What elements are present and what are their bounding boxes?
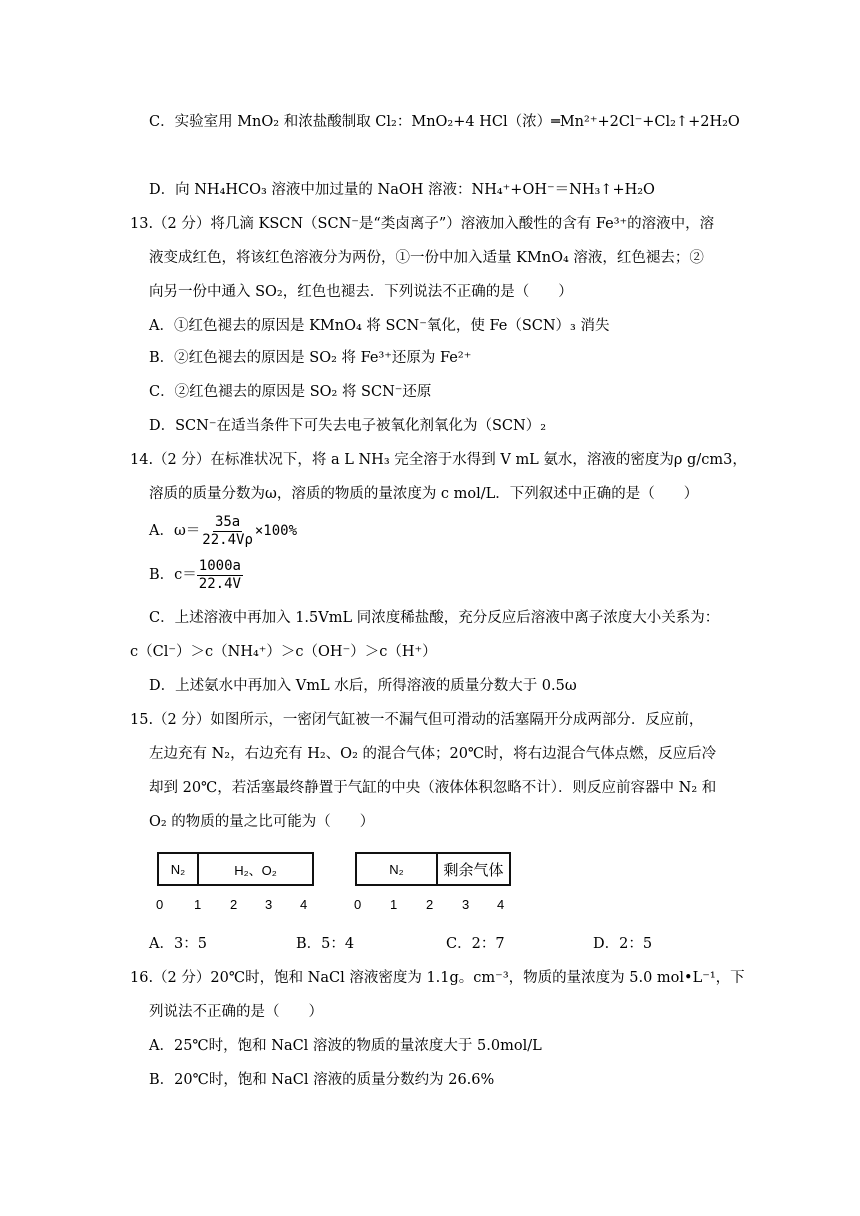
scale-tick: 1 [194, 897, 202, 912]
q14-option-a [149, 513, 297, 549]
q13-option-a: A．①红色褪去的原因是 KMnO₄ 将 SCN⁻氧化，使 Fe（SCN）₃ 消失 [149, 318, 610, 334]
q14-option-a-fraction [200, 514, 255, 549]
q16-stem-line2: 列说法不正确的是（ ） [149, 1004, 323, 1020]
q15-stem-line2: 左边充有 N₂，右边充有 H₂、O₂ 的混合气体；20℃时，将右边混合气体点燃，反应后冷 [149, 746, 717, 762]
cylinder-before [157, 852, 314, 886]
q14-option-b-label: B．c＝ [149, 567, 197, 583]
scale-tick: 2 [426, 897, 434, 912]
q14-option-b-fraction [197, 558, 243, 593]
cylinder-left-gas-label: N₂ [170, 861, 186, 877]
scale-tick: 3 [462, 897, 470, 912]
cylinder-left-gas-label: N₂ [389, 861, 404, 877]
scale-tick: 3 [265, 897, 273, 912]
q15-option-c: C．2：7 [446, 936, 505, 952]
fraction-denominator: 22.4V [198, 575, 241, 592]
q14-option-a-label: A．ω＝ [149, 523, 201, 539]
q13-stem-line1: 13.（2 分）将几滴 KSCN（SCN⁻是“类卤离子”）溶液加入酸性的含有 Fe³⁺的溶液中，溶 [130, 216, 715, 232]
cylinder-right-gas-label: 剩余气体 [443, 861, 504, 879]
q15-stem-line4: O₂ 的物质的量之比可能为（ ） [149, 814, 375, 830]
q15-option-a: A．3：5 [149, 936, 207, 952]
q16-stem-line1: 16.（2 分）20℃时，饱和 NaCl 溶液密度为 1.1g。cm⁻³，物质的量浓度为 5.0 mol•L⁻¹，下 [130, 970, 745, 986]
q12-option-c: C．实验室用 MnO₂ 和浓盐酸制取 Cl₂：MnO₂+4 HCl（浓）═Mn²⁺+2Cl⁻+Cl₂↑+2H₂O [149, 114, 740, 130]
q13-stem-line3: 向另一份中通入 SO₂，红色也褪去．下列说法不正确的是（ ） [149, 284, 573, 300]
q14-option-c-line1: C．上述溶液中再加入 1.5VmL 同浓度稀盐酸，充分反应后溶液中离子浓度大小关系为： [149, 610, 720, 626]
q14-stem-line2: 溶质的质量分数为ω，溶质的物质的量浓度为 c mol/L．下列叙述中正确的是（ ） [149, 486, 699, 502]
q14-option-b [149, 557, 243, 593]
q15-stem-line1: 15.（2 分）如图所示，一密闭气缸被一不漏气但可滑动的活塞隔开分成两部分．反应前， [130, 712, 704, 728]
q16-option-a: A．25℃时，饱和 NaCl 溶波的物质的量浓度大于 5.0mol/L [149, 1038, 542, 1054]
scale-tick: 4 [300, 897, 308, 912]
fraction-numerator: 1000a [198, 557, 241, 574]
scale-tick: 4 [497, 897, 505, 912]
q12-option-d: D．向 NH₄HCO₃ 溶液中加过量的 NaOH 溶液：NH₄⁺+OH⁻＝NH₃↑+H₂O [149, 182, 655, 198]
q15-stem-line3: 却到 20℃，若活塞最终静置于气缸的中央（液体体积忽略不计）．则反应前容器中 N₂ 和 [149, 780, 717, 796]
q14-stem-line1: 14.（2 分）在标准状况下，将 a L NH₃ 完全溶于水得到 V mL 氨水，溶液的密度为ρ g/cm3， [130, 452, 747, 468]
q13-option-c: C．②红色褪去的原因是 SO₂ 将 SCN⁻还原 [149, 384, 432, 400]
q14-option-c-line2: c（Cl⁻）＞c（NH₄⁺）＞c（OH⁻）＞c（H⁺） [130, 644, 437, 660]
fraction-denominator: 22.4Vρ [202, 531, 253, 548]
cylinder-after [355, 852, 511, 886]
q13-option-d: D．SCN⁻在适当条件下可失去电子被氧化剂氧化为（SCN）₂ [149, 418, 547, 434]
scale-tick: 1 [390, 897, 398, 912]
fraction-numerator: 35a [214, 513, 241, 530]
q16-option-b: B．20℃时，饱和 NaCl 溶液的质量分数约为 26.6% [149, 1072, 495, 1088]
q13-stem-line2: 液变成红色，将该红色溶液分为两份，①一份中加入适量 KMnO₄ 溶液，红色褪去；② [149, 250, 704, 266]
q14-option-d: D．上述氨水中再加入 VmL 水后，所得溶液的质量分数大于 0.5ω [149, 678, 577, 694]
q13-option-b: B．②红色褪去的原因是 SO₂ 将 Fe³⁺还原为 Fe²⁺ [149, 350, 472, 366]
scale-tick: 0 [156, 897, 164, 912]
q14-option-a-tail: ×100% [254, 523, 298, 539]
scale-tick: 2 [230, 897, 238, 912]
q15-option-b: B．5：4 [296, 936, 355, 952]
cylinder-right-gas-label: H₂、O₂ [234, 862, 277, 878]
q15-option-d: D．2：5 [593, 936, 653, 952]
scale-tick: 0 [354, 897, 362, 912]
